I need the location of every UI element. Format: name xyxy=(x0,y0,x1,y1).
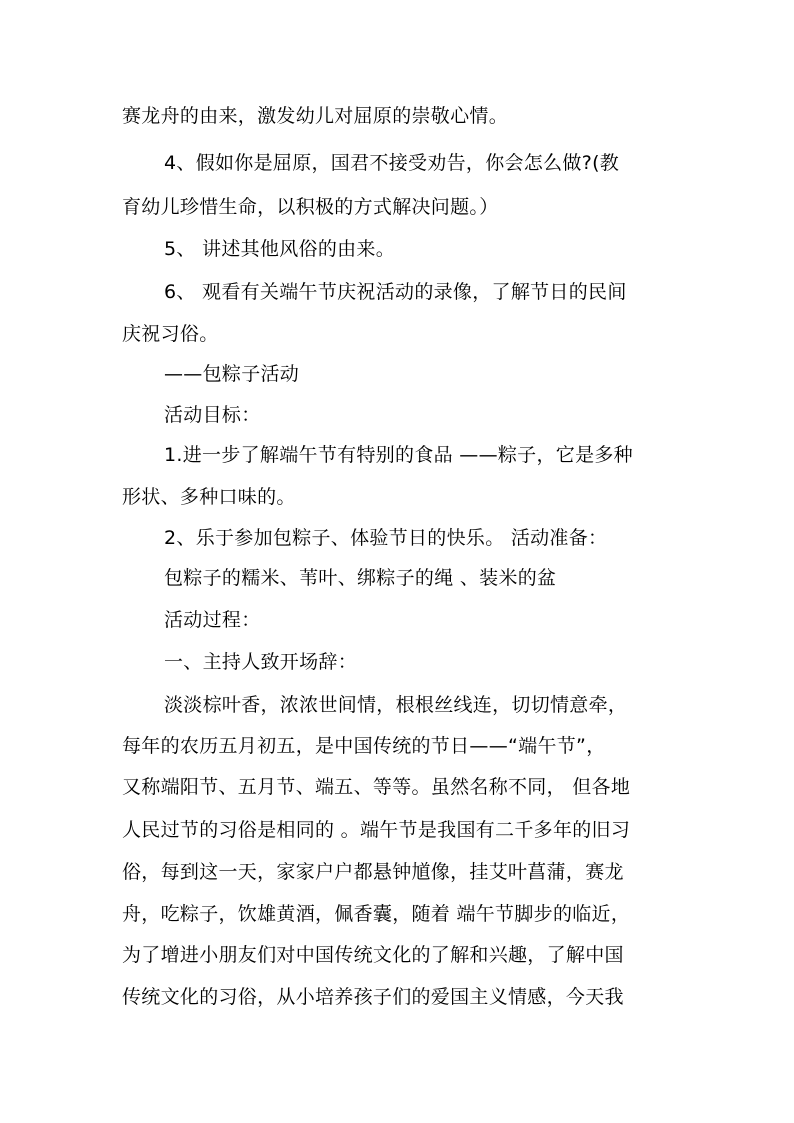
text-line: 4、假如你是屈原，国君不接受劝告，你会怎么做?(教 xyxy=(164,152,620,174)
text-line: ——包粽子活动 xyxy=(164,363,300,385)
text-line: 育幼儿珍惜生命，以积极的方式解决问题。） xyxy=(122,196,499,218)
text-line: 人民过节的习俗是相同的 。端午节是我国有二千多年的旧习 xyxy=(122,819,631,841)
text-line: 为了增进小朋友们对中国传统文化的了解和兴趣，了解中国 xyxy=(122,944,624,966)
text-line: 俗，每到这一天，家家户户都悬钟馗像，挂艾叶菖蒲，赛龙 xyxy=(122,861,624,883)
text-line: 赛龙舟的由来，激发幼儿对屈原的崇敬心情。 xyxy=(122,105,509,127)
text-line: 2、乐于参加包粽子、体验节日的快乐。 活动准备： xyxy=(164,527,608,549)
text-line: 活动目标： xyxy=(164,404,261,426)
text-line: 活动过程： xyxy=(164,609,261,631)
text-line: 一、主持人致开场辞： xyxy=(164,651,358,673)
text-line: 形状、多种口味的。 xyxy=(122,486,296,508)
text-line: 传统文化的习俗，从小培养孩子们的爱国主义情感，今天我 xyxy=(122,986,624,1008)
text-line: 包粽子的糯米、苇叶、绑粽子的绳 、装米的盆 xyxy=(164,567,557,589)
text-line: 又称端阳节、五月节、端五、等等。虽然名称不同， 但各地 xyxy=(122,776,631,798)
text-line: 每年的农历五月初五，是中国传统的节日——“端午节”， xyxy=(122,735,606,757)
text-line: 淡淡棕叶香，浓浓世间情，根根丝线连，切切情意牵， xyxy=(164,694,628,716)
text-line: 舟，吃粽子，饮雄黄酒，佩香囊，随着 端午节脚步的临近， xyxy=(122,903,631,925)
text-line: 庆祝习俗。 xyxy=(122,323,219,345)
text-line: 5、 讲述其他风俗的由来。 xyxy=(164,238,396,260)
text-line: 1.进一步了解端午节有特别的食品 ——粽子，它是多种 xyxy=(164,444,633,466)
text-line: 6、 观看有关端午节庆祝活动的录像，了解节日的民间 xyxy=(164,281,627,303)
